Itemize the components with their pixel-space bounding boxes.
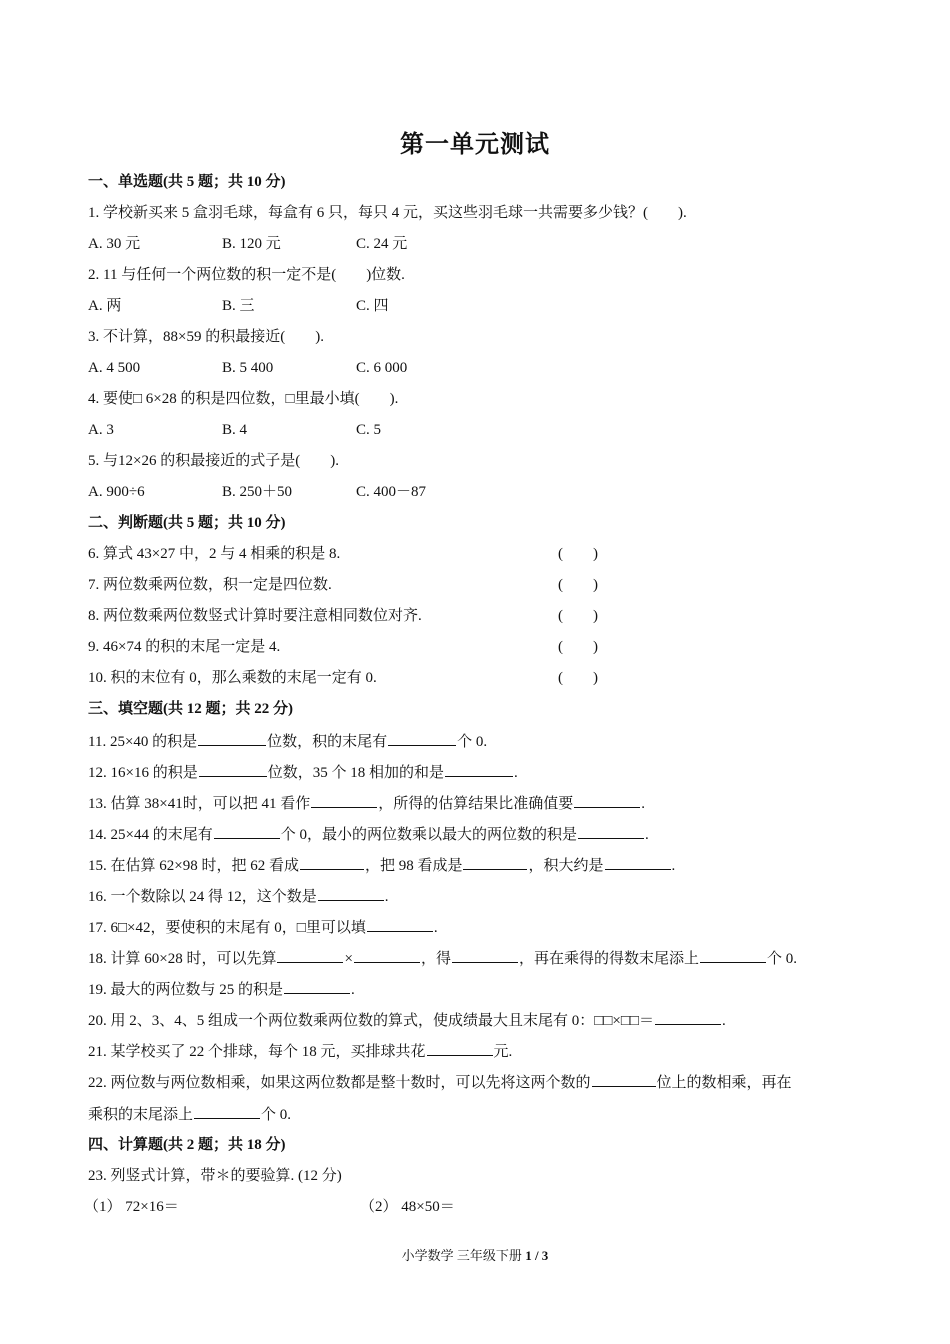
q21-text-1: 21. 某学校买了 22 个排球，每个 18 元，买排球共花: [88, 1044, 426, 1060]
option-a: A. 4 500: [88, 360, 141, 376]
question-22-continued: [88, 1104, 291, 1125]
answer-paren-6: ( ): [558, 546, 598, 562]
page-number: 1 / 3: [525, 1248, 549, 1263]
options-3: [88, 358, 490, 378]
section-heading-multiple-choice: 一、单选题(共 5 题；共 10 分): [88, 174, 286, 190]
section-heading-true-false: 二、判断题(共 5 题；共 10 分): [88, 515, 286, 531]
answer-blank[interactable]: [199, 762, 267, 777]
answer-blank[interactable]: [367, 917, 433, 932]
answer-blank[interactable]: [300, 855, 364, 870]
section-heading-calculation: 四、计算题(共 2 题；共 18 分): [88, 1137, 286, 1153]
question-13: [88, 793, 645, 814]
option-a: A. 900÷6: [88, 484, 145, 500]
q15-text-3: ，积大约是: [528, 858, 604, 874]
q22-text-2: 位上的数相乘，再在: [656, 1075, 792, 1091]
question-7: 7. 两位数乘两位数，积一定是四位数.: [88, 577, 332, 593]
q12-text-1: 12. 16×16 的积是: [88, 765, 198, 781]
question-14: [88, 824, 649, 845]
q18-text-2: ×: [344, 951, 353, 967]
q15-text-2: ，把 98 看成是: [364, 858, 463, 874]
q14-text-3: .: [644, 827, 649, 843]
answer-blank[interactable]: [578, 824, 644, 839]
calc-problem-2: （2） 48×50＝: [360, 1199, 455, 1215]
answer-blank[interactable]: [388, 731, 456, 746]
q13-text-2: ，所得的估算结果比准确值要: [378, 796, 574, 812]
q18-text-4: ，再在乘得的得数末尾添上: [518, 951, 699, 967]
options-1: [88, 234, 490, 254]
q16-text-2: .: [384, 889, 389, 905]
answer-blank[interactable]: [311, 793, 377, 808]
question-16: [88, 886, 389, 907]
option-a: A. 3: [88, 422, 114, 438]
q22-text-1: 22. 两位数与两位数相乘，如果这两位数都是整十数时，可以先将这两个数的: [88, 1075, 591, 1091]
q14-text-2: 个 0，最小的两位数乘以最大的两位数的积是: [280, 827, 577, 843]
question-1: 1. 学校新买来 5 盒羽毛球，每盒有 6 只，每只 4 元，买这些羽毛球一共需要多少钱？( ).: [88, 205, 687, 221]
q18-text-5: 个 0.: [766, 951, 797, 967]
answer-blank[interactable]: [655, 1010, 721, 1025]
question-6: 6. 算式 43×27 中，2 与 4 相乘的积是 8.: [88, 546, 341, 562]
q14-text-1: 14. 25×44 的末尾有: [88, 827, 213, 843]
answer-blank[interactable]: [354, 948, 420, 963]
answer-blank[interactable]: [427, 1041, 493, 1056]
page-title: 第一单元测试: [400, 132, 550, 158]
calc-problem-1: （1） 72×16＝: [84, 1199, 179, 1215]
q11-text-1: 11. 25×40 的积是: [88, 734, 198, 750]
option-b: B. 三: [222, 298, 255, 314]
option-c: C. 24 元: [356, 236, 408, 252]
answer-blank[interactable]: [214, 824, 280, 839]
option-b: B. 120 元: [222, 236, 281, 252]
question-2: 2. 11 与任何一个两位数的积一定不是( )位数.: [88, 267, 405, 283]
option-b: B. 4: [222, 422, 248, 438]
q20-text-1: 20. 用 2、3、4、5 组成一个两位数乘两位数的算式，使成绩最大且末尾有 0：□□×□□＝: [88, 1013, 654, 1029]
q17-text-2: .: [433, 920, 438, 936]
answer-blank[interactable]: [277, 948, 343, 963]
answer-blank[interactable]: [452, 948, 518, 963]
options-5: [88, 482, 490, 502]
question-10: 10. 积的末位有 0，那么乘数的末尾一定有 0.: [88, 670, 377, 686]
q12-text-2: 位数，35 个 18 相加的和是: [267, 765, 444, 781]
q20-text-2: .: [721, 1013, 726, 1029]
answer-paren-10: ( ): [558, 670, 598, 686]
question-4: 4. 要使□ 6×28 的积是四位数，□里最小填( ).: [88, 391, 399, 407]
q15-text-1: 15. 在估算 62×98 时，把 62 看成: [88, 858, 299, 874]
q11-text-3: 个 0.: [457, 734, 488, 750]
q22-text-4: 个 0.: [261, 1107, 292, 1123]
section-heading-fill-in: 三、填空题(共 12 题；共 22 分): [88, 701, 293, 717]
answer-blank[interactable]: [198, 731, 266, 746]
answer-blank[interactable]: [284, 979, 350, 994]
q13-text-1: 13. 估算 38×41时，可以把 41 看作: [88, 796, 311, 812]
question-23: 23. 列竖式计算，带＊的要验算. (12 分): [88, 1168, 342, 1184]
question-18: [88, 948, 797, 969]
question-17: [88, 917, 438, 938]
option-a: A. 30 元: [88, 236, 141, 252]
options-2: [88, 296, 490, 316]
answer-blank[interactable]: [605, 855, 671, 870]
q18-text-3: ，得: [420, 951, 451, 967]
question-12: [88, 762, 518, 783]
option-b: B. 250＋50: [222, 484, 293, 500]
answer-blank[interactable]: [445, 762, 513, 777]
footer-text: 小学数学 三年级下册: [401, 1248, 526, 1263]
option-c: C. 6 000: [356, 360, 408, 376]
question-3: 3. 不计算，88×59 的积最接近( ).: [88, 329, 324, 345]
question-5: 5. 与12×26 的积最接近的式子是( ).: [88, 453, 339, 469]
option-a: A. 两: [88, 298, 122, 314]
answer-blank[interactable]: [700, 948, 766, 963]
q12-text-3: .: [513, 765, 518, 781]
question-8: 8. 两位数乘两位数竖式计算时要注意相同数位对齐.: [88, 608, 422, 624]
answer-paren-8: ( ): [558, 608, 598, 624]
answer-blank[interactable]: [194, 1104, 260, 1119]
page-footer: [0, 1245, 950, 1264]
q19-text-1: 19. 最大的两位数与 25 的积是: [88, 982, 284, 998]
q15-text-4: .: [671, 858, 676, 874]
q17-text-1: 17. 6□×42，要使积的末尾有 0，□里可以填: [88, 920, 366, 936]
q11-text-2: 位数，积的末尾有: [267, 734, 388, 750]
option-b: B. 5 400: [222, 360, 274, 376]
question-11: [88, 731, 487, 752]
option-c: C. 四: [356, 298, 389, 314]
options-4: [88, 420, 490, 440]
option-c: C. 400－87: [356, 484, 427, 500]
answer-blank[interactable]: [592, 1072, 656, 1087]
question-21: [88, 1041, 512, 1062]
question-19: [88, 979, 355, 1000]
question-15: [88, 855, 675, 876]
question-22: [88, 1072, 792, 1093]
answer-blank[interactable]: [463, 855, 527, 870]
question-20: [88, 1010, 726, 1031]
q21-text-2: 元.: [493, 1044, 513, 1060]
q19-text-2: .: [351, 982, 355, 998]
q13-text-3: .: [641, 796, 645, 812]
answer-paren-9: ( ): [558, 639, 598, 655]
q16-text-1: 16. 一个数除以 24 得 12，这个数是: [88, 889, 317, 905]
q18-text-1: 18. 计算 60×28 时，可以先算: [88, 951, 277, 967]
q22-text-3: 乘积的末尾添上: [88, 1107, 194, 1123]
answer-blank[interactable]: [574, 793, 640, 808]
option-c: C. 5: [356, 422, 382, 438]
question-9: 9. 46×74 的积的末尾一定是 4.: [88, 639, 281, 655]
answer-blank[interactable]: [318, 886, 384, 901]
answer-paren-7: ( ): [558, 577, 598, 593]
